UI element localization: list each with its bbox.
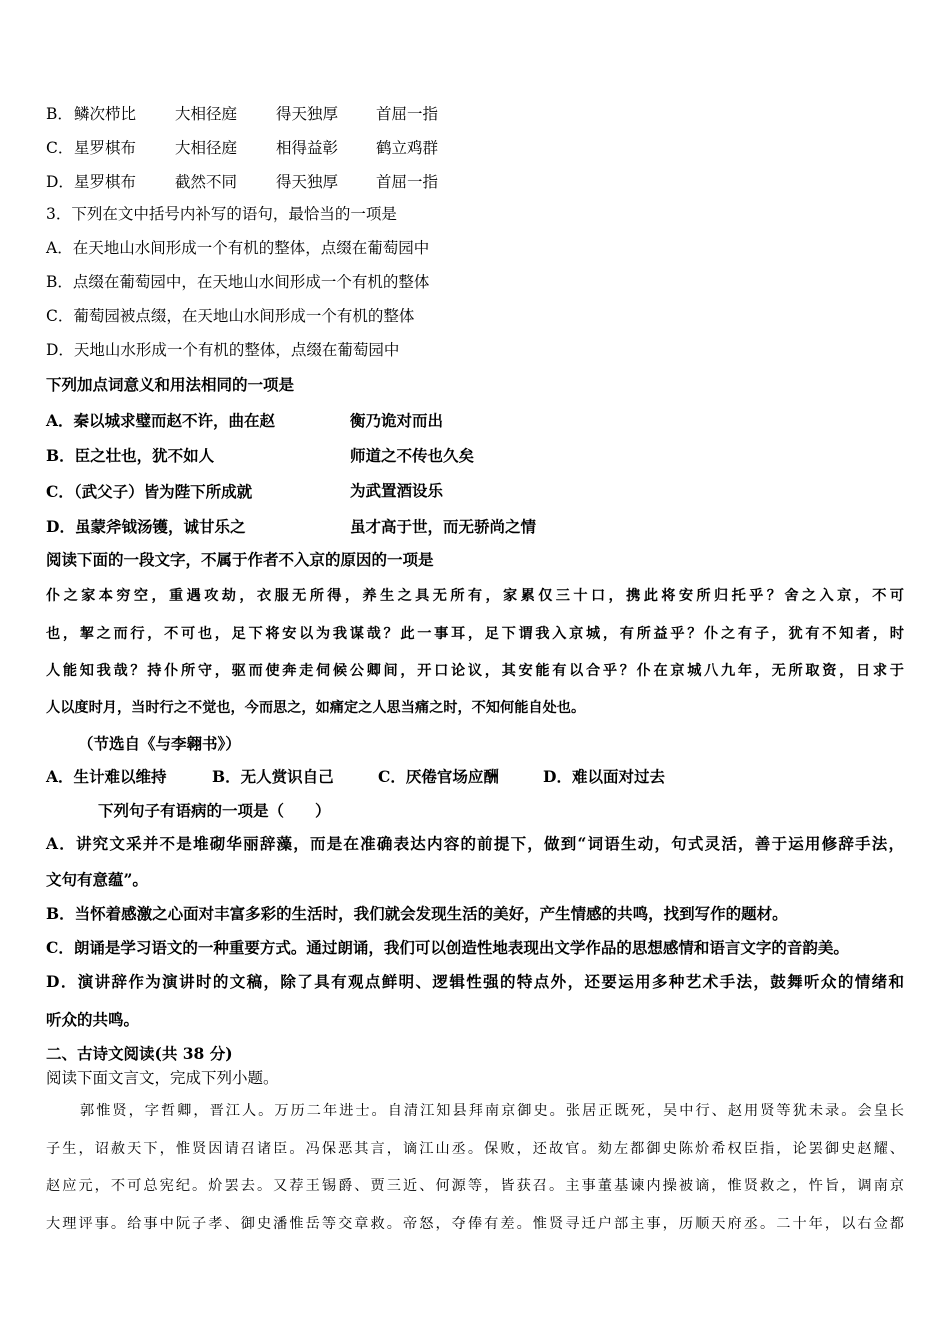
q3-option-b: B．点缀在葡萄园中，在天地山水间形成一个有机的整体 [46, 273, 430, 291]
q6-option-d-line2: 听众的共鸣。 [46, 1010, 140, 1029]
q6-option-c: C．朗诵是学习语文的一种重要方式。通过朗诵，我们可以创造性地表现出文学作品的思想感情和语言文字的音韵美。 [46, 938, 849, 957]
q5-passage-line: 人能知我哉？持仆所守，驱而使奔走伺候公卿间，开口论议，其安能有以合乎？仆在京城八九年，无所取资，日求于 [46, 663, 904, 679]
q3-option-d: D．天地山水形成一个有机的整体，点缀在葡萄园中 [46, 341, 400, 359]
q6-option-b: B．当怀着感激之心面对丰富多彩的生活时，我们就会发现生活的美好，产生情感的共鸣，找到写作的题材。 [46, 904, 788, 923]
q3-option-a: A．在天地山水间形成一个有机的整体，点缀在葡萄园中 [46, 239, 430, 257]
classical-passage-line: 子生，诏赦天下，惟贤因请召诸臣。冯保恶其言，谪江山丞。保败，还故官。劾左都御史陈炌希权臣指，论罢御史赵耀、 [46, 1141, 904, 1157]
classical-passage-line: 赵应元，不可总宪纪。炌罢去。又荐王锡爵、贾三近、何源等，皆获召。主事董基谏内操被谪，惟贤救之，忤旨，调南京 [46, 1178, 904, 1194]
q3-option-c: C．葡萄园被点缀，在天地山水间形成一个有机的整体 [46, 307, 415, 325]
q5-option-d: D．难以面对过去 [543, 767, 665, 786]
classical-passage-line: 郭惟贤，字哲卿，晋江人。万历二年进士。自清江知县拜南京御史。张居正既死，吴中行、赵用贤等犹未录。会皇长 [80, 1103, 904, 1119]
q6-option-a-line2: 文句有意蕴”。 [46, 870, 148, 889]
q4-stem: 下列加点词意义和用法相同的一项是 [46, 375, 295, 394]
q5-passage-line: 仆之家本穷空，重遇攻劫，衣服无所得，养生之具无所有，家累仅三十口，携此将安所归托乎？舍之入京，不可 [46, 588, 904, 604]
q5-option-a: A．生计难以维持 [46, 767, 167, 786]
q5-passage-line: 人以度时月，当时行之不觉也，今而思之，如痛定之人思当痛之时，不知何能自处也。 [46, 700, 586, 716]
q6-option-a-line1: A．讲究文采并不是堆砌华丽辞藻，而是在准确表达内容的前提下，做到“词语生动，句式灵活，善于运用修辞手法， [46, 834, 904, 853]
q3-stem: 3．下列在文中括号内补写的语句，最恰当的一项是 [46, 205, 397, 223]
q5-stem: 阅读下面的一段文字，不属于作者不入京的原因的一项是 [46, 550, 434, 569]
classical-passage-line: 大理评事。给事中阮子孝、御史潘惟岳等交章救。帝怒，夺俸有差。惟贤寻迁户部主事，历顺天府丞。二十年，以右佥都 [46, 1216, 904, 1232]
q5-option-c: C．厌倦官场应酬 [378, 767, 499, 786]
q5-option-b: B．无人赏识自己 [212, 767, 334, 786]
section-heading: 二、古诗文阅读(共 38 分) [46, 1044, 233, 1063]
q6-stem: 下列句子有语病的一项是（ ） [98, 801, 331, 820]
q6-option-d-line1: D．演讲辞作为演讲时的文稿，除了具有观点鲜明、逻辑性强的特点外，还要运用多种艺术手法，鼓舞听众的情绪和 [46, 972, 904, 991]
q5-source: （节选自《与李翱书》） [78, 734, 241, 753]
q5-passage-line: 也，挈之而行，不可也，足下将安以为我谋哉？此一事耳，足下谓我入京城，有所益乎？仆之有子，犹有不知者，时 [46, 626, 904, 642]
section-instruction: 阅读下面文言文，完成下列小题。 [46, 1069, 279, 1087]
